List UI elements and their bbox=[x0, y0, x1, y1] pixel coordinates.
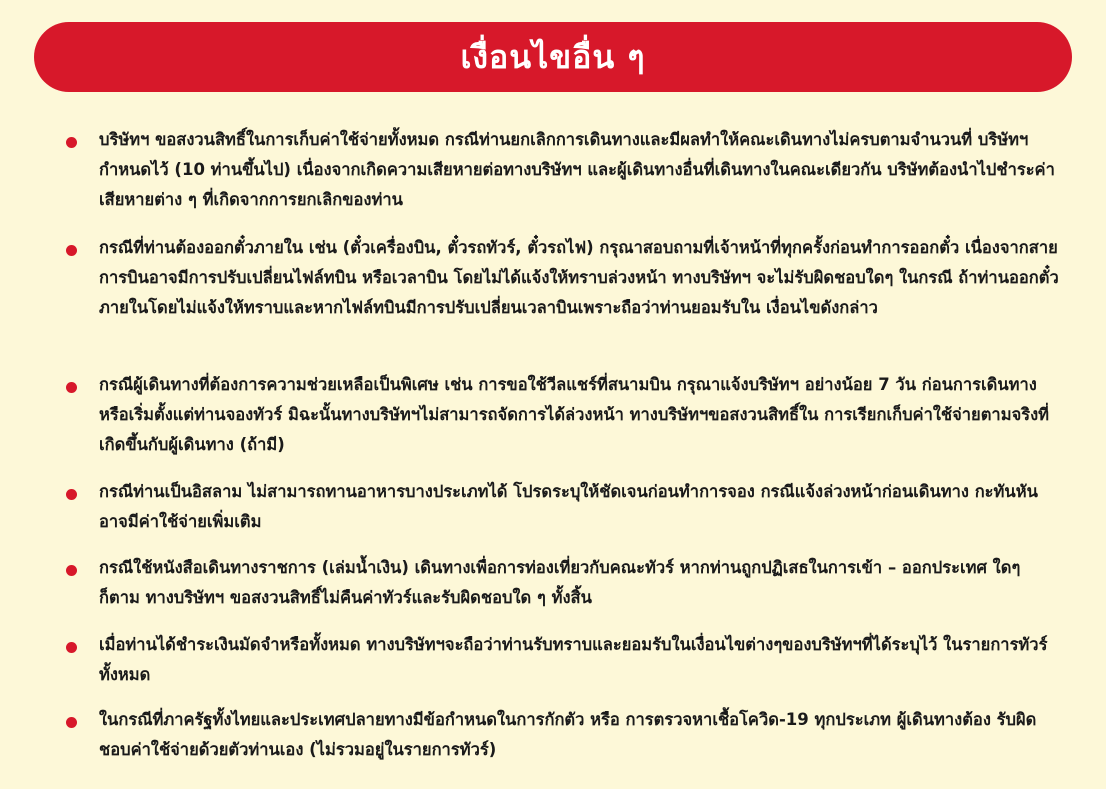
list-item bbox=[66, 370, 1066, 460]
header-banner bbox=[34, 22, 1072, 92]
list-item bbox=[66, 630, 1066, 690]
bullet-dot bbox=[66, 137, 77, 148]
bullet-dot bbox=[66, 489, 77, 500]
page-title: เงื่อนไขอื่น ๆ bbox=[460, 37, 646, 76]
term-text: ในกรณีที่ภาครัฐทั้งไทยและประเทศปลายทางมีข้อกำหนดในการกักตัว หรือ การตรวจหาเชื้อโควิด-19 ทุกประเภท ผู้เดินทางต้อง รับผิดชอบค่าใช้จ่ายด้วยตัวท่านเอง (ไม่รวมอยู่ในรายการทัวร์) bbox=[99, 710, 1037, 759]
list-item bbox=[66, 477, 1066, 537]
bullet-dot bbox=[66, 382, 77, 393]
bullet-dot bbox=[66, 565, 77, 576]
list-item bbox=[66, 125, 1066, 215]
bullet-dot bbox=[66, 717, 77, 728]
list-item bbox=[66, 553, 1066, 613]
bullet-dot bbox=[66, 642, 77, 653]
term-text: กรณีผู้เดินทางที่ต้องการความช่วยเหลือเป็นพิเศษ เช่น การขอใช้วีลแชร์ที่สนามบิน กรุณาแจ้งบริษัทฯ อย่างน้อย 7 วัน ก่อนการเดินทาง หรือเริ่มตั้งแต่ท่านจองทัวร์ มิฉะนั้นทางบริษัทฯไม่สามารถจัดการได้ล่วงหน้า ทางบริษัทฯขอสงวนสิทธิ์ใน การเรียกเก็บค่าใช้จ่ายตามจริงที่เกิดขึ้นกับผู้เดินทาง (ถ้ามี) bbox=[99, 375, 1050, 454]
term-text: เมื่อท่านได้ชำระเงินมัดจำหรือทั้งหมด ทางบริษัทฯจะถือว่าท่านรับทราบและยอมรับในเงื่อนไขต่างๆของบริษัทฯที่ได้ระบุไว้ ในรายการทัวร์ทั้งหมด bbox=[99, 635, 1048, 684]
list-item bbox=[66, 705, 1066, 765]
term-text: กรณีใช้หนังสือเดินทางราชการ (เล่มน้ำเงิน) เดินทางเพื่อการท่องเที่ยวกับคณะทัวร์ หากท่านถูกปฏิเสธในการเข้า – ออกประเทศ ใดๆ ก็ตาม ทางบริษัทฯ ขอสงวนสิทธิ์ไม่คืนค่าทัวร์และรับผิดชอบใด ๆ ทั้งสิ้น bbox=[99, 558, 1021, 607]
term-text: กรณีที่ท่านต้องออกตั๋วภายใน เช่น (ตั๋วเครื่องบิน, ตั๋วรถทัวร์, ตั๋วรถไฟ) กรุณาสอบถามที่เจ้าหน้าที่ทุกครั้งก่อนทำการออกตั๋ว เนื่องจากสายการบินอาจมีการปรับเปลี่ยนไฟล์ทบิน หรือเวลาบิน โดยไม่ได้แจ้งให้ทราบล่วงหน้า ทางบริษัทฯ จะไม่รับผิดชอบใดๆ ในกรณี ถ้าท่านออกตั๋วภายในโดยไม่แจ้งให้ทราบและหากไฟล์ทบินมีการปรับเปลี่ยนเวลาบินเพราะถือว่าท่านยอมรับใน เงื่อนไขดังกล่าว bbox=[99, 238, 1059, 317]
term-text: กรณีท่านเป็นอิสลาม ไม่สามารถทานอาหารบางประเภทได้ โปรดระบุให้ชัดเจนก่อนทำการจอง กรณีแจ้งล่วงหน้าก่อนเดินทาง กะทันหัน อาจมีค่าใช้จ่ายเพิ่มเติม bbox=[99, 482, 1038, 531]
term-text: บริษัทฯ ขอสงวนสิทธิ์ในการเก็บค่าใช้จ่ายทั้งหมด กรณีท่านยกเลิกการเดินทางและมีผลทำให้คณะเดินทางไม่ครบตามจำนวนที่ บริษัทฯ กำหนดไว้ (10 ท่านขึ้นไป) เนื่องจากเกิดความเสียหายต่อทางบริษัทฯ และผู้เดินทางอื่นที่เดินทางในคณะเดียวกัน บริษัทต้องนำไปชำระค่าเสียหายต่าง ๆ ที่เกิดจากการยกเลิกของท่าน bbox=[99, 130, 1055, 209]
bullet-dot bbox=[66, 245, 77, 256]
list-item bbox=[66, 233, 1066, 323]
